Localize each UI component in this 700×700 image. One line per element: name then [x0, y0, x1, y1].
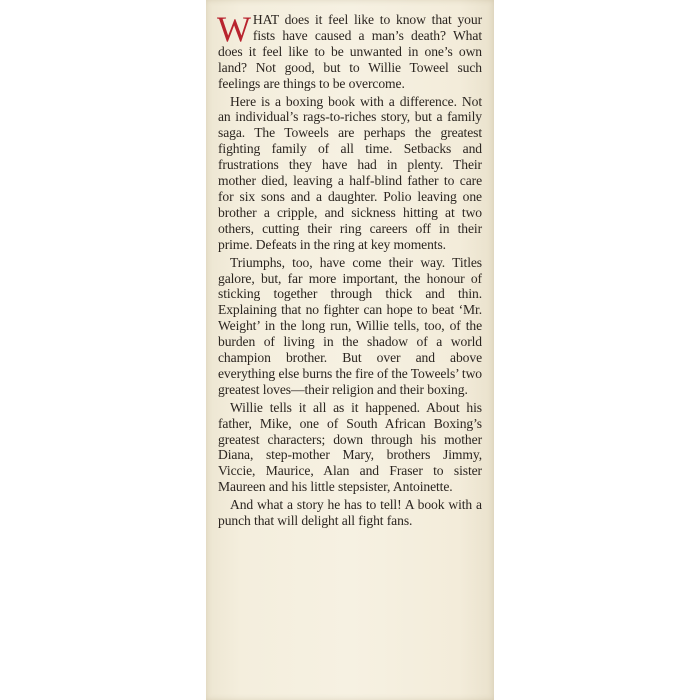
blurb-paragraph-1	[217, 9, 482, 92]
blurb-paragraph-5: And what a story he has to tell! A book with a punch that will delight all fight fans.	[218, 497, 482, 529]
blurb-paragraph-3: Triumphs, too, have come their way. Titles galore, but, far more important, the honour of sticking together through thick and thin. Explaining that no fighter can hope to beat ‘Mr. Weight’ in the long run, Willie tells, too, of the burden of living in the shadow of a world champion brother. But over and above everything else burns the fire of the Toweels’ two greatest loves—their religion and their boxing.	[218, 254, 482, 397]
blurb-paragraph-4: Willie tells it all as it happened. About his father, Mike, one of South African Boxing’s greatest characters; down through his mother Diana, step-mother Mary, brothers Jimmy, Viccie, Maurice, Alan and Fraser to sister Maureen and his little stepsister, Antoinette.	[218, 399, 482, 495]
blurb-paragraph-2: Here is a boxing book with a difference. Not an individual’s rags-to-riches story, but a family saga. The Toweels are perhaps the greatest fighting family of all time. Setbacks and frustrations they have had in plenty. Their mother died, leaving a half-blind father to care for six sons and a daughter. Polio leaving one brother a cripple, and sickness hitting at two others, cutting their ring careers off in their prime. Defeats in the ring at key moments.	[218, 93, 482, 252]
blurb-paragraph-1-text: HAT does it feel like to know that your fists have caused a man’s death? What does it feel like to be unwanted in one’s own land? Not good, but to Willie Toweel such feelings are things to be overcome.	[218, 12, 482, 91]
drop-cap: W	[217, 9, 251, 49]
blurb-text	[217, 9, 482, 531]
